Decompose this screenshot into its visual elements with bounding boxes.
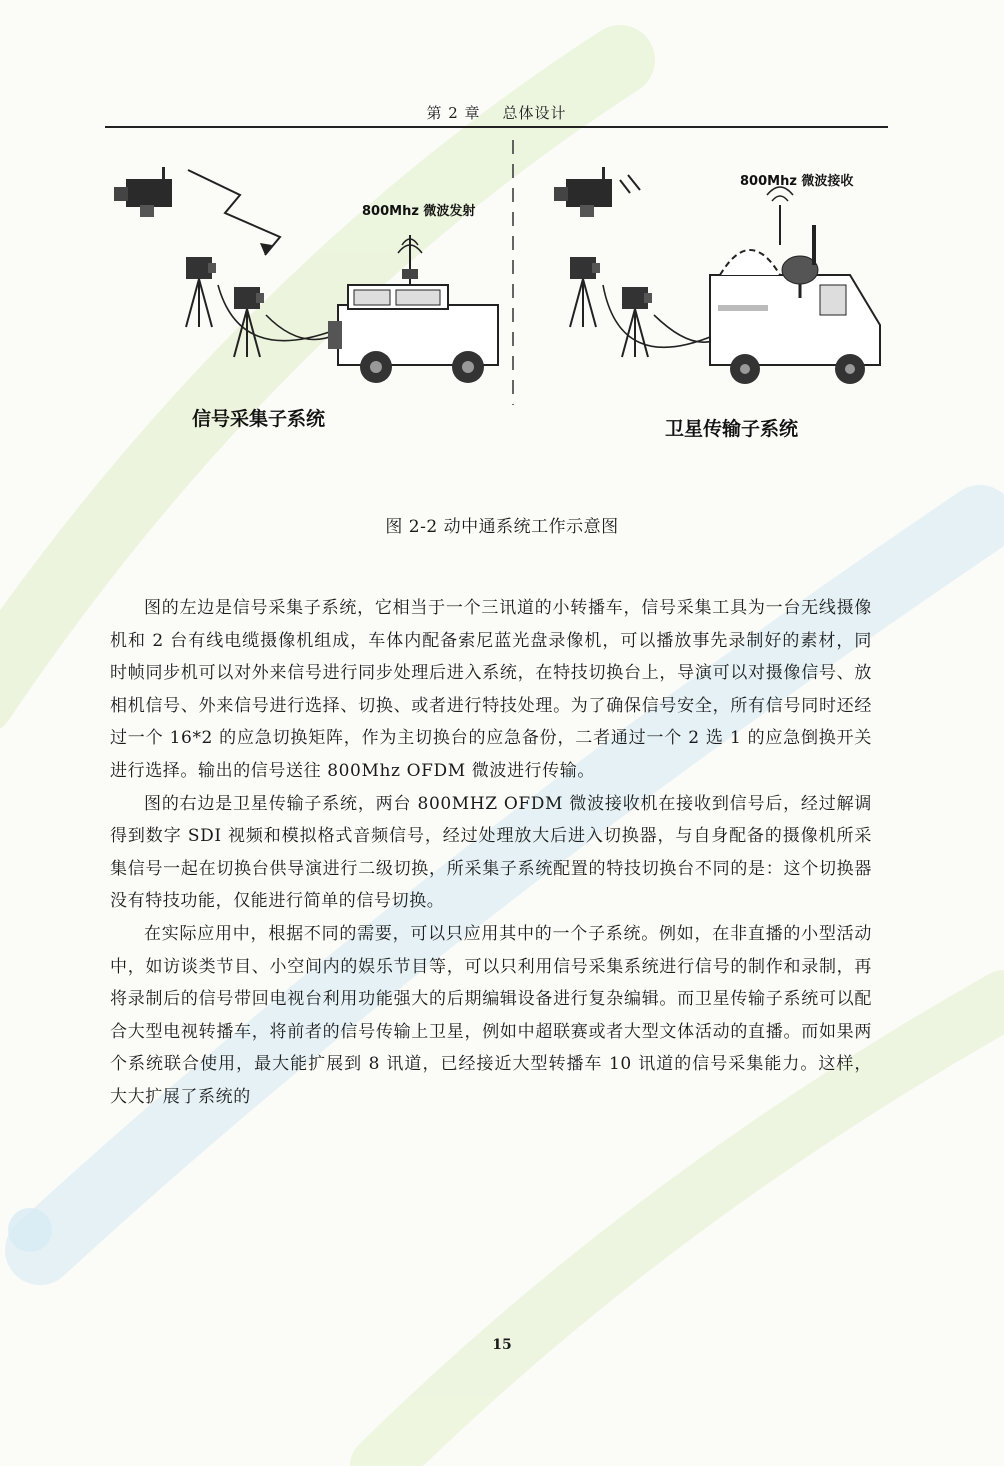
body-text: [110, 592, 872, 1114]
system-diagram: [100, 135, 900, 465]
right-subsystem-label: 卫星传输子系统: [665, 418, 799, 440]
tripod-camera-icon: [622, 287, 652, 357]
microwave-antenna-icon: [398, 235, 422, 285]
chapter-number: 第 2 章: [426, 104, 481, 122]
paragraph: 在实际应用中，根据不同的需要，可以只应用其中的一个子系统。例如，在非直播的小型活动中，如访谈类节目、小空间内的娱乐节目等，可以只利用信号采集系统进行信号的制作和录制，再将录制后的信号带回电视台利用功能强大的后期编辑设备进行复杂编辑。而卫星传输子系统可以配合大型电视转播车，将前者的信号传输上卫星，例如中超联赛或者大型文体活动的直播。而如果两个系统联合使用，最大能扩展到 8 讯道，已经接近大型转播车 10 讯道的信号采集能力。这样，大大扩展了系统的: [110, 923, 872, 1107]
tripod-camera-icon: [570, 257, 600, 327]
left-subsystem-label: 信号采集子系统: [192, 408, 326, 430]
page-number: 15: [492, 1337, 512, 1353]
figure-caption: 图 2-2 动中通系统工作示意图: [385, 517, 619, 537]
left-microwave-label: 800Mhz 微波发射: [362, 204, 476, 219]
chapter-title: 总体设计: [502, 104, 567, 122]
microwave-antenna-icon: [767, 187, 793, 245]
mast-icon: [812, 225, 816, 265]
right-microwave-label: 800Mhz 微波接收: [740, 174, 854, 189]
running-header: [105, 100, 888, 128]
tripod-camera-icon: [186, 257, 216, 327]
cable-line: [603, 285, 715, 347]
acquisition-vehicle-icon: [328, 285, 498, 383]
tripod-camera-icon: [234, 287, 264, 357]
wireless-camera-icon: [114, 167, 172, 217]
wireless-camera-icon: [554, 167, 612, 217]
signal-waves-icon: [620, 175, 640, 193]
wireless-link-icon: [188, 170, 280, 255]
paragraph: 图的右边是卫星传输子系统，两台 800MHZ OFDM 微波接收机在接收到信号后，经过解调得到数字 SDI 视频和模拟格式音频信号，经过处理放大后进入切换器，与自身配备的摄像机所采集信号一起在切换台供导演进行二级切换，所采集子系统配置的特技切换台不同的是：这个切换器没有特技功能，仅能进行简单的信号切换。: [110, 793, 872, 912]
cable-line: [266, 315, 335, 340]
paragraph: 图的左边是信号采集子系统，它相当于一个三讯道的小转播车，信号采集工具为一台无线摄像机和 2 台有线电缆摄像机组成，车体内配备索尼蓝光盘录像机，可以播放事先录制好的素材，同时帧同步机可以对外来信号进行同步处理后进入系统，在特技切换台上，导演可以对摄像信号、放相机信号、外来信号进行选择、切换、或者进行特技处理。为了确保信号安全，所有信号同时还经过一个 16*2 的应急切换矩阵，作为主切换台的应急备份，二者通过一个 2 选 1 的应急倒换开关进行选择。输出的信号送往 800Mhz OFDM 微波进行传输。: [110, 598, 872, 781]
